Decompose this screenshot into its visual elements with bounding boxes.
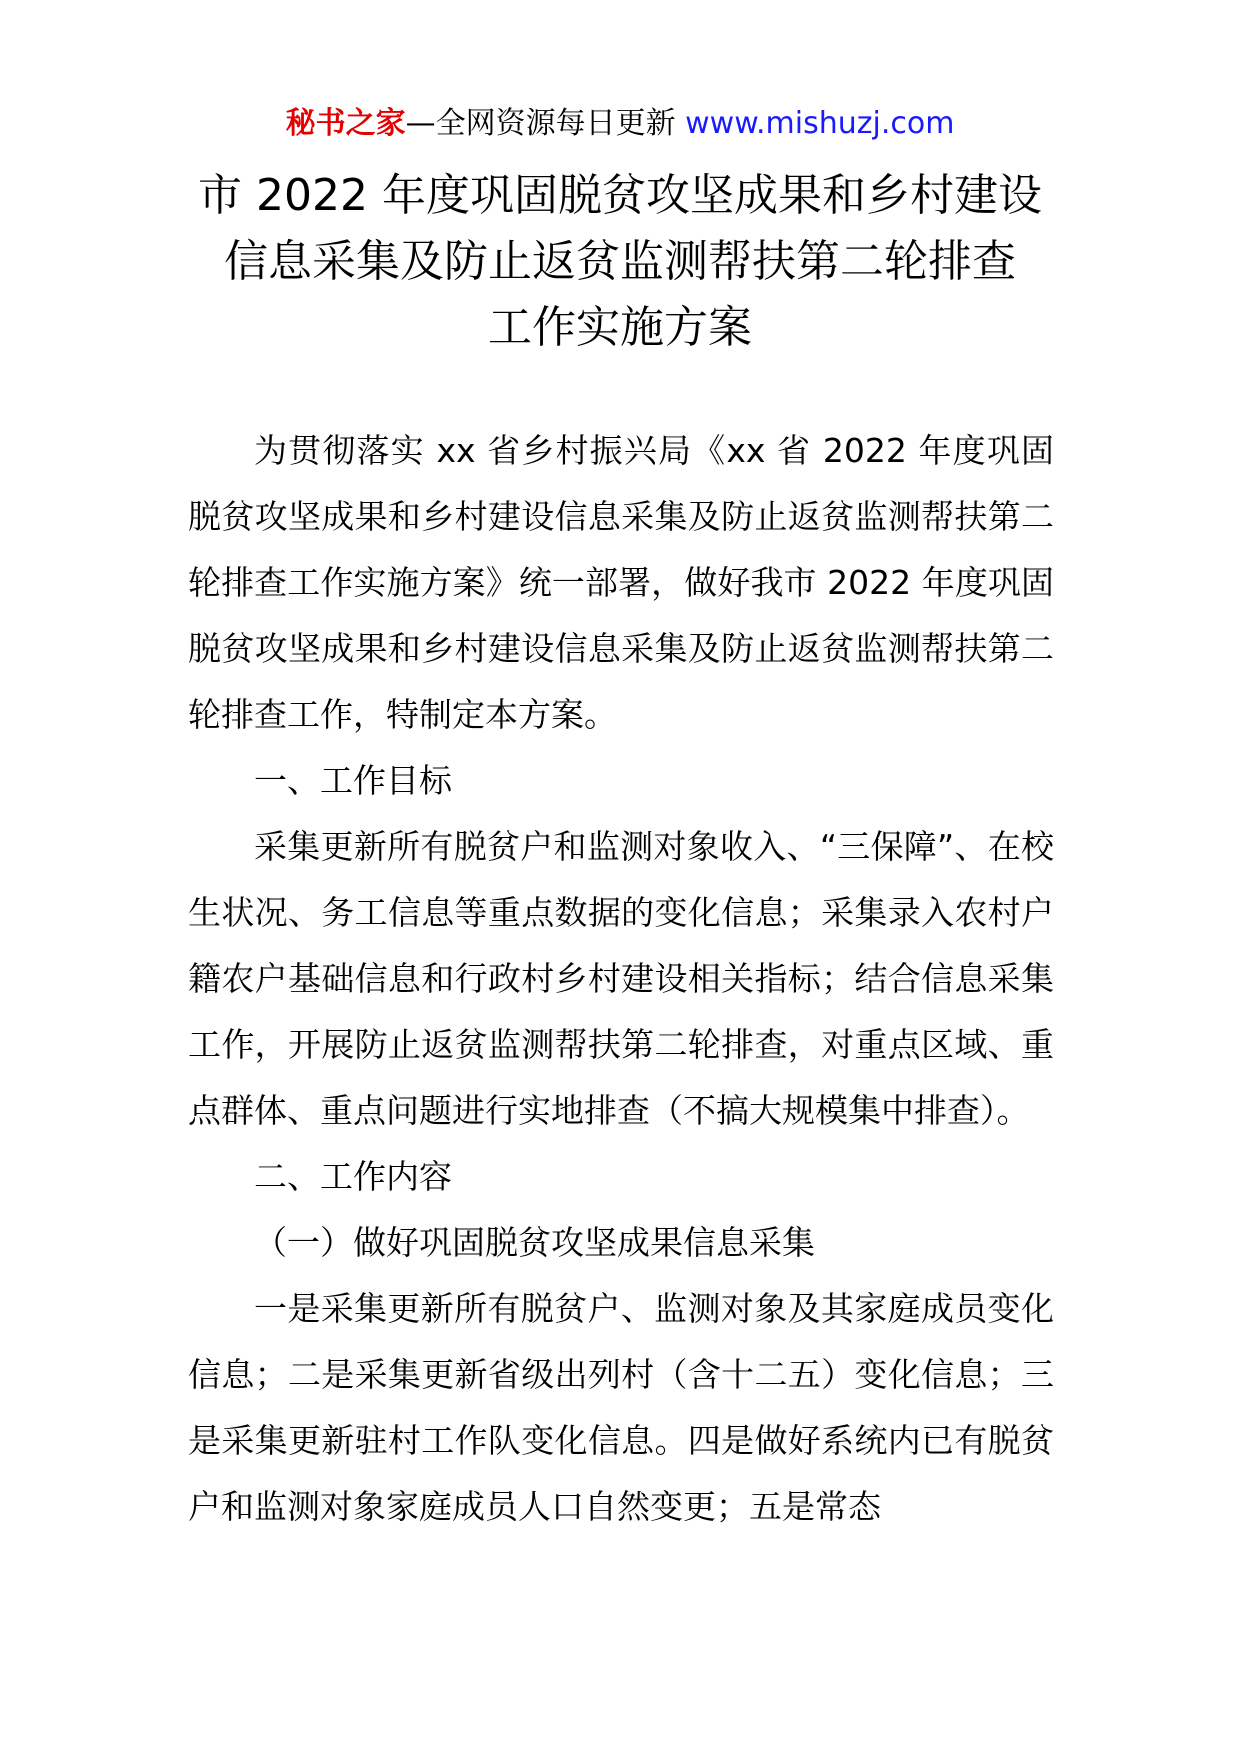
site-header <box>0 104 1240 144</box>
title-line: 工作实施方案 <box>488 302 752 353</box>
section-heading-content: 二、工作内容 <box>254 1157 452 1196</box>
section-heading-goals: 一、工作目标 <box>254 761 452 800</box>
intro-paragraph: 为贯彻落实 xx 省乡村振兴局《xx 省 2022 年度巩固脱贫攻坚成果和乡村建设信息采集及防止返贫监测帮扶第二轮排查工作实施方案》统一部署，做好我市 2022 年度巩固脱贫攻坚成果和乡村建设信息采集及防止返贫监测帮扶第二轮排查工作，特制定本方案。 <box>188 431 1054 734</box>
site-tagline: —全网资源每日更新 <box>405 106 686 141</box>
title-line: 市 2022 年度巩固脱贫攻坚成果和乡村建设 <box>198 170 1042 221</box>
site-url[interactable]: www.mishuzj.com <box>685 106 955 141</box>
goals-paragraph: 采集更新所有脱贫户和监测对象收入、“三保障”、在校生状况、务工信息等重点数据的变化信息；采集录入农村户籍农户基础信息和行政村乡村建设相关指标；结合信息采集工作，开展防止返贫监测帮扶第二轮排查，对重点区域、重点群体、重点问题进行实地排查（不搞大规模集中排查）。 <box>188 827 1054 1130</box>
site-brand: 秘书之家 <box>285 106 406 141</box>
subsection-heading-info-collection: （一）做好巩固脱贫攻坚成果信息采集 <box>254 1223 815 1262</box>
document-body <box>188 418 1054 1540</box>
document-title <box>0 163 1240 361</box>
title-line: 信息采集及防止返贫监测帮扶第二轮排查 <box>224 236 1016 287</box>
info-collection-paragraph: 一是采集更新所有脱贫户、监测对象及其家庭成员变化信息；二是采集更新省级出列村（含十二五）变化信息；三是采集更新驻村工作队变化信息。四是做好系统内已有脱贫户和监测对象家庭成员人口自然变更；五是常态 <box>188 1289 1054 1526</box>
